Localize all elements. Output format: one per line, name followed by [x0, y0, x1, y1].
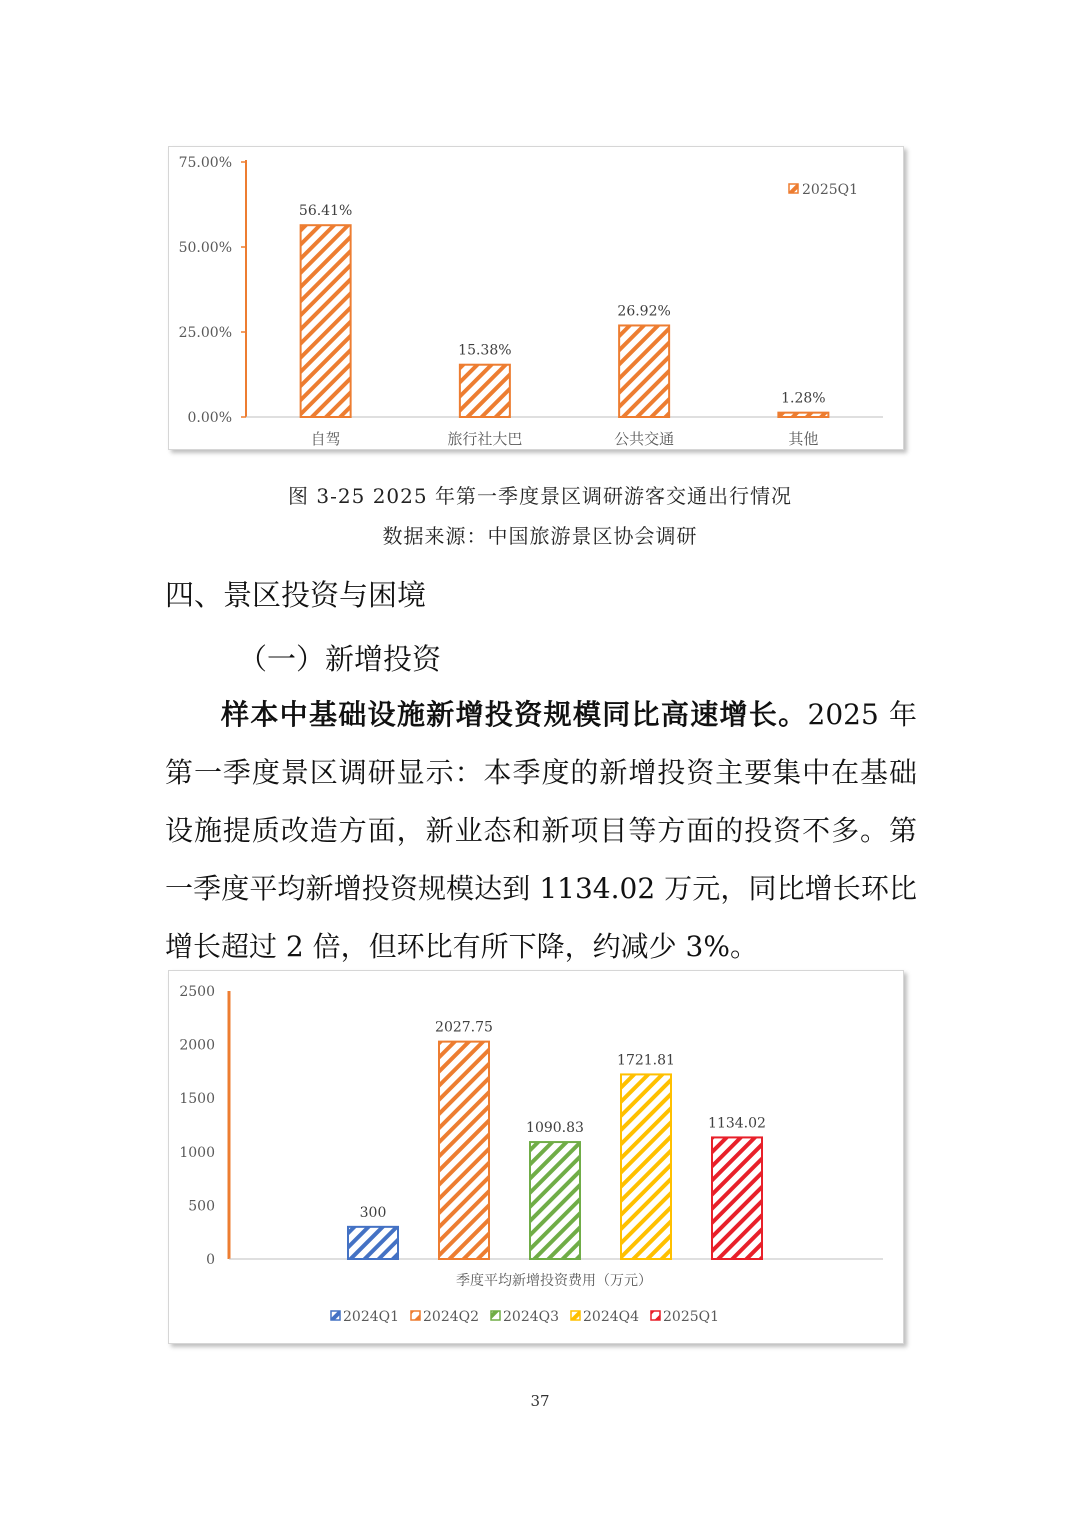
- bar: [712, 1137, 762, 1259]
- transport-chart-svg: [169, 147, 903, 449]
- paragraph-lead: 样本中基础设施新增投资规模同比高速增长。: [221, 698, 808, 731]
- legend-swatch: [491, 1311, 500, 1320]
- legend-label: 2024Q1: [343, 1309, 400, 1325]
- investment-chart-svg: [169, 971, 903, 1343]
- y-tick-label: 2000: [179, 1037, 215, 1054]
- y-tick-label: 25.00%: [178, 325, 232, 341]
- y-tick-label: 2500: [179, 984, 215, 1000]
- legend-swatch: [571, 1311, 580, 1320]
- bar: [348, 1227, 398, 1259]
- legend-label: 2025Q1: [802, 182, 859, 198]
- data-label: 26.92%: [617, 303, 671, 320]
- legend-swatch: [331, 1311, 340, 1320]
- x-category-label: 旅行社大巴: [447, 430, 523, 448]
- paragraph-body: 2025 年第一季度景区调研显示：本季度的新增投资主要集中在基础设施提质改造方面，新业态和新项目等方面的投资不多。第一季度平均新增投资规模达到 1134.02 万元，同比增长环比增长超过 2 倍，但环比有所下降，约减少 3%。: [165, 698, 917, 963]
- page-number: 37: [530, 1392, 550, 1410]
- source-caption: 数据来源：中国旅游景区协会调研: [382, 524, 698, 548]
- section-heading: 四、景区投资与困境: [165, 578, 427, 612]
- legend-label: 2025Q1: [663, 1309, 720, 1325]
- x-category-label: 自驾: [310, 430, 341, 448]
- bar: [621, 1074, 671, 1259]
- y-tick-label: 500: [188, 1198, 215, 1215]
- bar: [439, 1042, 489, 1259]
- bar: [778, 413, 828, 417]
- legend-label: 2024Q4: [583, 1309, 640, 1325]
- y-tick-label: 75.00%: [178, 155, 232, 171]
- legend-swatch: [651, 1311, 660, 1320]
- y-tick-label: 0.00%: [187, 410, 232, 426]
- bar: [530, 1142, 580, 1259]
- legend-label: 2024Q3: [503, 1309, 560, 1325]
- data-label: 56.41%: [298, 203, 353, 220]
- legend-swatch: [411, 1311, 420, 1320]
- data-label: 15.38%: [458, 342, 512, 359]
- x-axis-title: 季度平均新增投资费用（万元）: [456, 1273, 652, 1289]
- subsection-heading: （一）新增投资: [238, 642, 442, 676]
- bar: [460, 365, 510, 417]
- figure-caption: 图 3-25 2025 年第一季度景区调研游客交通出行情况: [288, 484, 792, 508]
- y-tick-label: 1500: [179, 1091, 215, 1108]
- x-category-label: 其他: [788, 430, 819, 448]
- data-label: 1090.83: [526, 1120, 584, 1137]
- bar: [301, 225, 351, 417]
- investment-chart: [168, 970, 904, 1344]
- data-label: 2027.75: [435, 1019, 493, 1036]
- legend-swatch: [789, 184, 798, 193]
- body-paragraph: [165, 686, 917, 976]
- data-label: 1721.81: [617, 1052, 675, 1069]
- y-tick-label: 0: [206, 1252, 215, 1268]
- x-category-label: 公共交通: [614, 430, 675, 448]
- transport-chart: [168, 146, 904, 450]
- data-label: 1134.02: [708, 1115, 766, 1132]
- bar: [619, 325, 669, 417]
- y-tick-label: 50.00%: [178, 240, 232, 256]
- data-label: 300: [359, 1204, 387, 1221]
- legend-label: 2024Q2: [423, 1309, 480, 1325]
- y-tick-label: 1000: [179, 1144, 215, 1161]
- data-label: 1.28%: [781, 390, 826, 407]
